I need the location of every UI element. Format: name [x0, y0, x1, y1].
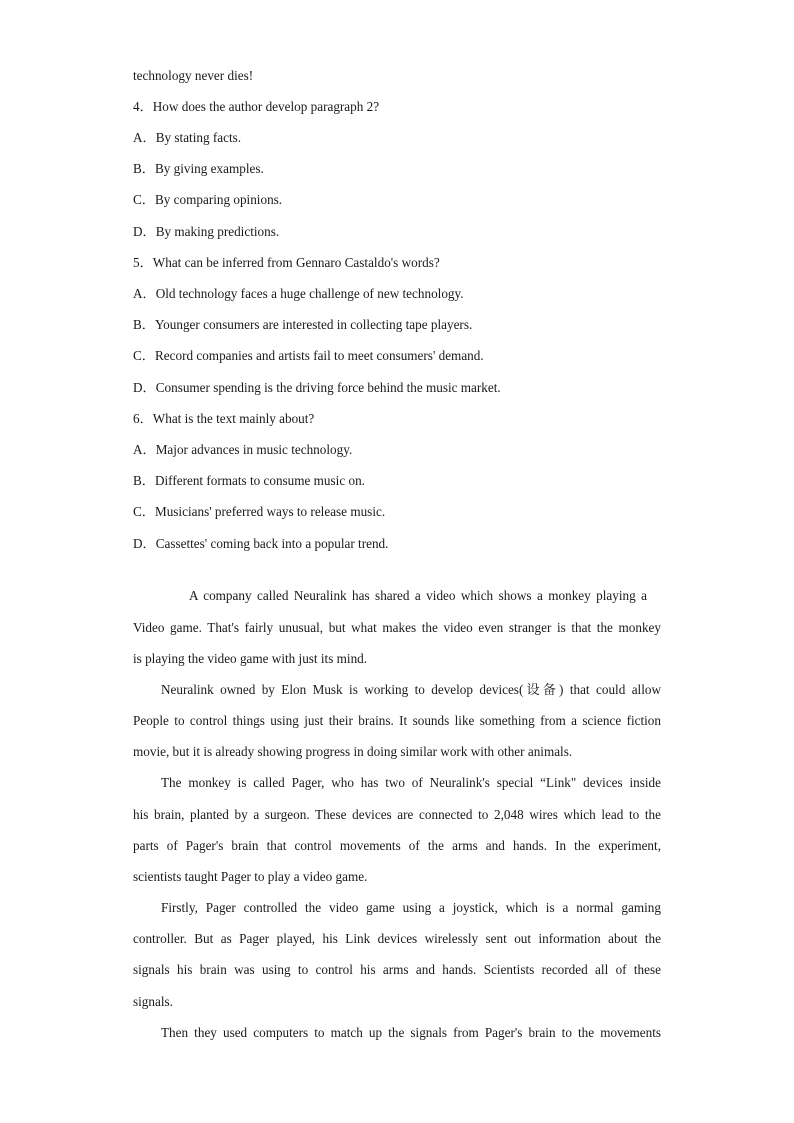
passage-p2-line3: movie, but it is already showing progress in doing similar work with other animals.: [133, 744, 573, 759]
passage-p3-line1: The monkey is called Pager, who has two of Neuralink's special “Link" devices inside: [161, 775, 661, 790]
question-6-option-c: C．Musicians' preferred ways to release music.: [133, 504, 386, 519]
passage-p3-line4: scientists taught Pager to play a video game.: [133, 869, 368, 884]
question-5-option-a: A．Old technology faces a huge challenge of new technology.: [133, 286, 464, 301]
question-5-option-d: D．Consumer spending is the driving force behind the music market.: [133, 380, 501, 395]
passage-p3-line2: his brain, planted by a surgeon. These devices are connected to 2,048 wires which lead to the: [133, 807, 661, 822]
passage-p2-line1: Neuralink owned by Elon Musk is working to develop devices(设备) that could allow: [161, 682, 661, 697]
question-4-stem: 4．How does the author develop paragraph 2?: [133, 99, 380, 114]
question-4-option-c: C．By comparing opinions.: [133, 192, 283, 207]
question-6-option-a: A．Major advances in music technology.: [133, 442, 353, 457]
continuation-line: technology never dies!: [133, 68, 254, 83]
question-5-stem: 5．What can be inferred from Gennaro Castaldo's words?: [133, 255, 440, 270]
question-5-option-b: B．Younger consumers are interested in collecting tape players.: [133, 317, 473, 332]
passage-p4-line3: signals his brain was using to control his arms and hands. Scientists recorded all of these: [133, 962, 661, 977]
question-5-option-c: C．Record companies and artists fail to meet consumers' demand.: [133, 348, 484, 363]
passage-p3-line3: parts of Pager's brain that control movements of the arms and hands. In the experiment,: [133, 838, 661, 853]
question-6-option-b: B．Different formats to consume music on.: [133, 473, 365, 488]
passage-p1-line1: A company called Neuralink has shared a video which shows a monkey playing a: [189, 588, 647, 603]
passage-p2-line2: People to control things using just their brains. It sounds like something from a science fiction: [133, 713, 661, 728]
question-6-option-d: D．Cassettes' coming back into a popular trend.: [133, 536, 389, 551]
question-6-stem: 6．What is the text mainly about?: [133, 411, 315, 426]
passage-p1-line2: Video game. That's fairly unusual, but what makes the video even stranger is that the monkey: [133, 620, 661, 635]
passage-p1-line3: is playing the video game with just its mind.: [133, 651, 368, 666]
question-4-option-b: B．By giving examples.: [133, 161, 264, 176]
question-4-option-d: D．By making predictions.: [133, 224, 280, 239]
passage-p4-line1: Firstly, Pager controlled the video game using a joystick, which is a normal gaming: [161, 900, 661, 915]
question-4-option-a: A．By stating facts.: [133, 130, 242, 145]
passage-p4-line2: controller. But as Pager played, his Link devices wirelessly sent out information about the: [133, 931, 661, 946]
passage-p4-line4: signals.: [133, 994, 173, 1009]
passage-p5-line1: Then they used computers to match up the signals from Pager's brain to the movements: [161, 1025, 661, 1040]
